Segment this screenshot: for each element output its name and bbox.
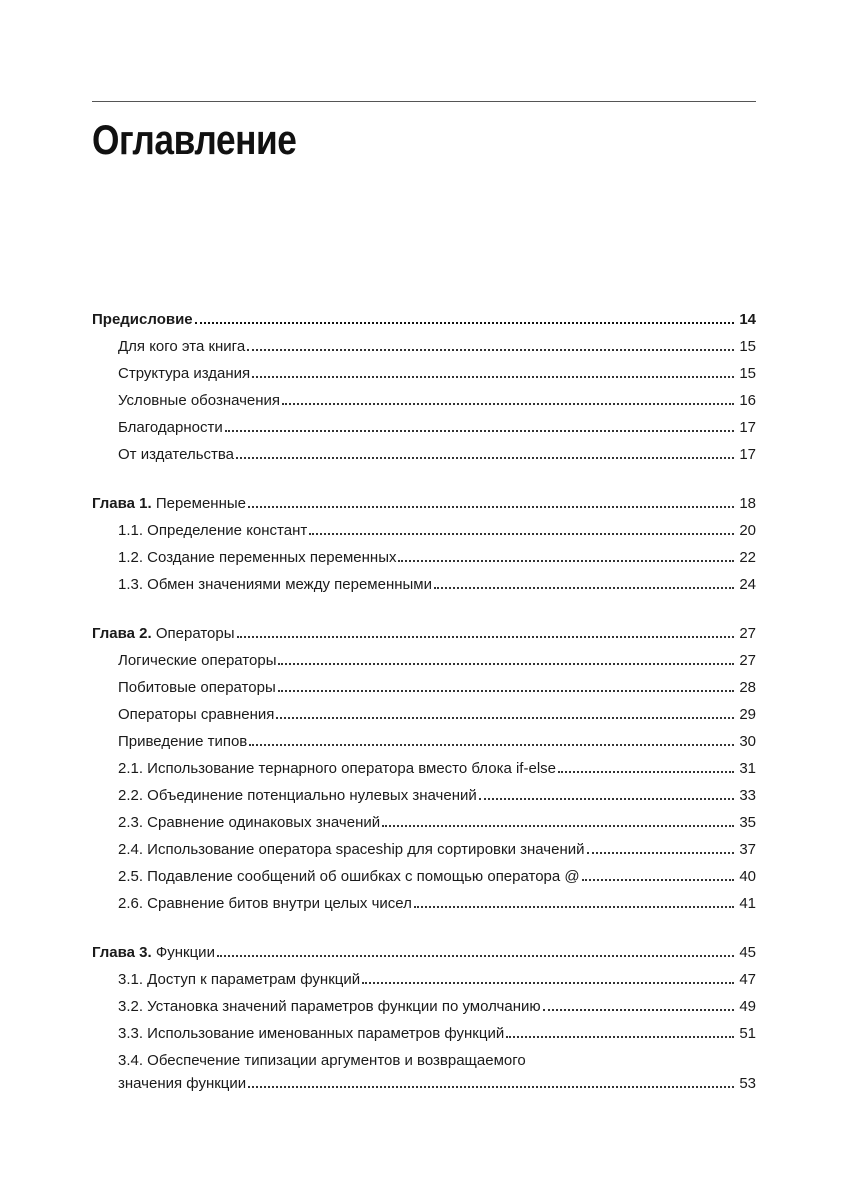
toc-entry[interactable] — [92, 517, 756, 544]
toc-page-number: 35 — [739, 814, 756, 831]
dot-leader — [582, 879, 734, 881]
toc-page-number: 27 — [739, 652, 756, 669]
toc-entry[interactable] — [92, 647, 756, 674]
toc-entry-label: Побитовые операторы — [118, 679, 276, 696]
toc-entry-chapter-2[interactable] — [92, 620, 756, 647]
toc-entry-label — [92, 625, 235, 642]
dot-leader — [434, 587, 734, 589]
toc-page-number: 17 — [739, 446, 756, 463]
toc-page-number: 49 — [739, 998, 756, 1015]
toc-entry-label: 3.3. Использование именованных параметров функций — [118, 1025, 505, 1042]
dot-leader — [479, 798, 734, 800]
toc-entry-label: Предисловие — [92, 311, 193, 328]
toc-entry[interactable] — [92, 701, 756, 728]
toc-page-number: 18 — [739, 495, 756, 512]
toc-entry[interactable] — [92, 414, 756, 441]
dot-leader — [543, 1009, 734, 1011]
toc-entry[interactable] — [92, 571, 756, 598]
toc-entry-label: 1.2. Создание переменных переменных — [118, 549, 397, 566]
top-rule — [92, 101, 756, 102]
toc-page-number: 20 — [739, 522, 756, 539]
toc-entry[interactable] — [92, 836, 756, 863]
toc-page-number: 41 — [739, 895, 756, 912]
toc-page-number: 28 — [739, 679, 756, 696]
toc-entry-label-line1: 3.4. Обеспечение типизации аргументов и возвращаемого — [118, 1052, 526, 1069]
dot-leader — [382, 825, 734, 827]
toc-page-number: 37 — [739, 841, 756, 858]
chapter-prefix: Глава 1. — [92, 495, 152, 512]
chapter-prefix: Глава 2. — [92, 625, 152, 642]
dot-leader — [276, 717, 734, 719]
toc-page-number: 40 — [739, 868, 756, 885]
toc-entry-label: 2.2. Объединение потенциально нулевых значений — [118, 787, 477, 804]
toc-entry[interactable] — [92, 1020, 756, 1047]
toc-page-number: 15 — [739, 338, 756, 355]
toc-group-chapter-2 — [92, 620, 756, 917]
toc-page-number: 33 — [739, 787, 756, 804]
dot-leader — [362, 982, 734, 984]
dot-leader — [248, 506, 734, 508]
toc-page-number: 24 — [739, 576, 756, 593]
toc-entry[interactable] — [92, 755, 756, 782]
toc-entry-label: Логические операторы — [118, 652, 277, 669]
toc-entry-preface[interactable] — [92, 306, 756, 333]
toc-entry-line2 — [118, 1075, 756, 1092]
dot-leader — [587, 852, 734, 854]
chapter-title: Переменные — [155, 495, 246, 512]
toc-group-chapter-3 — [92, 939, 756, 1097]
dot-leader — [506, 1036, 734, 1038]
chapter-title: Функции — [155, 944, 215, 961]
dot-leader — [236, 457, 734, 459]
dot-leader — [282, 403, 734, 405]
toc-page-number: 51 — [739, 1025, 756, 1042]
toc-entry-label: Операторы сравнения — [118, 706, 275, 723]
toc-entry-multiline[interactable] — [92, 1047, 756, 1097]
toc-entry[interactable] — [92, 809, 756, 836]
toc-entry[interactable] — [92, 993, 756, 1020]
table-of-contents — [92, 306, 756, 1119]
toc-entry-label: 2.4. Использование оператора spaceship для сортировки значений — [118, 841, 585, 858]
toc-page-number: 30 — [739, 733, 756, 750]
toc-entry-label: Для кого эта книга — [118, 338, 246, 355]
toc-entry-label: 2.1. Использование тернарного оператора вместо блока if-else — [118, 760, 556, 777]
toc-entry[interactable] — [92, 782, 756, 809]
toc-group-chapter-1 — [92, 490, 756, 598]
dot-leader — [309, 533, 734, 535]
toc-entry-label: 2.6. Сравнение битов внутри целых чисел — [118, 895, 412, 912]
toc-page-number: 45 — [739, 944, 756, 961]
toc-entry-label: 3.1. Доступ к параметрам функций — [118, 971, 361, 988]
toc-page-number: 14 — [739, 311, 756, 328]
toc-entry[interactable] — [92, 863, 756, 890]
page-title: Оглавление — [92, 116, 297, 163]
toc-entry-label: Приведение типов — [118, 733, 248, 750]
toc-group-preface — [92, 306, 756, 468]
toc-page-number: 53 — [739, 1075, 756, 1092]
toc-entry-label-line2: значения функции — [118, 1075, 247, 1092]
toc-entry[interactable] — [92, 387, 756, 414]
toc-page-number: 15 — [739, 365, 756, 382]
toc-entry-label: Благодарности — [118, 419, 223, 436]
toc-entry[interactable] — [92, 674, 756, 701]
dot-leader — [247, 349, 734, 351]
toc-page-number: 31 — [739, 760, 756, 777]
toc-entry[interactable] — [92, 966, 756, 993]
toc-entry[interactable] — [92, 728, 756, 755]
dot-leader — [414, 906, 734, 908]
dot-leader — [252, 376, 734, 378]
toc-entry-label — [92, 944, 215, 961]
chapter-title: Операторы — [155, 625, 235, 642]
toc-entry-label: 1.3. Обмен значениями между переменными — [118, 576, 432, 593]
toc-entry[interactable] — [92, 333, 756, 360]
toc-entry-label: Структура издания — [118, 365, 251, 382]
dot-leader — [217, 955, 734, 957]
toc-page-number: 17 — [739, 419, 756, 436]
toc-entry-label: От издательства — [118, 446, 235, 463]
dot-leader — [278, 663, 734, 665]
dot-leader — [278, 690, 734, 692]
toc-page-number: 47 — [739, 971, 756, 988]
toc-entry-label: 2.3. Сравнение одинаковых значений — [118, 814, 381, 831]
toc-entry-label: 2.5. Подавление сообщений об ошибках с помощью оператора @ — [118, 868, 580, 885]
chapter-prefix: Глава 3. — [92, 944, 152, 961]
toc-entry-chapter-1[interactable] — [92, 490, 756, 517]
toc-entry-chapter-3[interactable] — [92, 939, 756, 966]
dot-leader — [248, 1086, 734, 1088]
toc-entry-label: 1.1. Определение констант — [118, 522, 308, 539]
toc-page-number: 22 — [739, 549, 756, 566]
dot-leader — [558, 771, 734, 773]
dot-leader — [225, 430, 734, 432]
toc-page-number: 29 — [739, 706, 756, 723]
toc-entry[interactable] — [92, 890, 756, 917]
dot-leader — [249, 744, 734, 746]
toc-page-number: 27 — [739, 625, 756, 642]
toc-entry-label: Условные обозначения — [118, 392, 281, 409]
toc-page-number: 16 — [739, 392, 756, 409]
dot-leader — [398, 560, 734, 562]
toc-entry[interactable] — [92, 441, 756, 468]
toc-entry-label: 3.2. Установка значений параметров функции по умолчанию — [118, 998, 541, 1015]
toc-entry[interactable] — [92, 544, 756, 571]
dot-leader — [195, 322, 734, 324]
toc-entry[interactable] — [92, 360, 756, 387]
dot-leader — [237, 636, 735, 638]
toc-entry-label — [92, 495, 246, 512]
